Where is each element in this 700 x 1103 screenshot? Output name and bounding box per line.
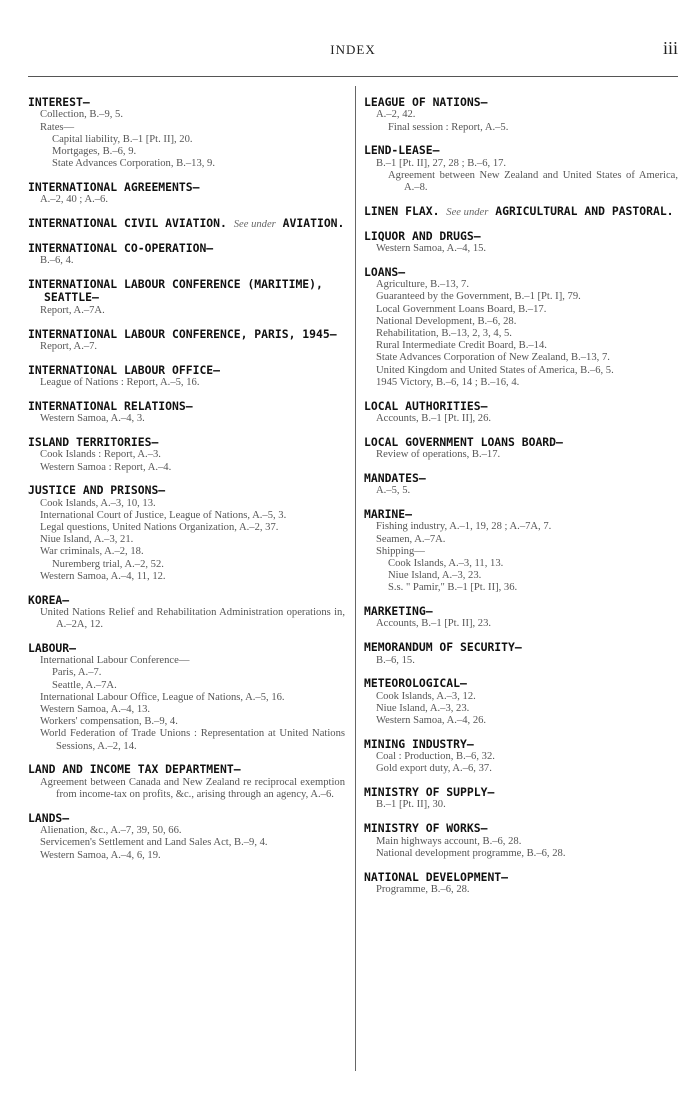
index-heading — [364, 677, 678, 690]
index-subentry: Review of operations, B.–17. — [376, 449, 501, 461]
right-column — [364, 96, 678, 907]
index-subentry: Workers' compensation, B.–9, 4. — [40, 716, 178, 728]
index-subentry: Agreement between New Zealand and United States of America, A.–8. — [388, 169, 678, 194]
index-heading — [364, 266, 678, 279]
heading-text: INTERNATIONAL LABOUR OFFICE— — [28, 362, 221, 377]
index-subentry: International Court of Justice, League of Nations, A.–5, 3. — [40, 509, 287, 521]
index-heading — [28, 400, 345, 413]
heading-text: LINEN FLAX. — [364, 203, 440, 218]
index-subentry: Western Samoa, A.–4, 3. — [40, 413, 145, 425]
index-heading — [364, 641, 678, 654]
left-column — [28, 96, 345, 872]
heading-text: ISLAND TERRITORIES— — [28, 434, 159, 449]
index-heading — [364, 144, 678, 157]
heading-text: INTERNATIONAL CIVIL AVIATION. — [28, 216, 227, 231]
index-subentry: Mortgages, B.–6, 9. — [52, 146, 137, 158]
heading-text: METEOROLOGICAL— — [364, 676, 467, 691]
heading-text: MANDATES— — [364, 470, 426, 485]
index-subentry: League of Nations : Report, A.–5, 16. — [40, 377, 200, 389]
index-subentry: Cook Islands : Report, A.–3. — [40, 449, 161, 461]
see-target: AVIATION. — [282, 216, 345, 231]
index-subentry: Local Government Loans Board, B.–17. — [376, 303, 547, 315]
index-subentry: United Nations Relief and Rehabilitation Administration operations in, A.–2A, 12. — [40, 606, 345, 631]
heading-text: LOCAL AUTHORITIES— — [364, 398, 488, 413]
index-entry — [364, 786, 678, 812]
index-subentry: 1945 Victory, B.–6, 14 ; B.–16, 4. — [376, 376, 520, 388]
index-entry — [364, 205, 678, 219]
index-subentry: Nuremberg trial, A.–2, 52. — [52, 558, 164, 570]
index-entry — [28, 484, 345, 583]
index-heading — [28, 328, 345, 341]
heading-text: INTEREST— — [28, 95, 90, 109]
index-heading — [28, 642, 345, 655]
index-subentry: Western Samoa, A.–4, 15. — [376, 243, 487, 255]
index-entry — [28, 181, 345, 207]
index-entry — [28, 96, 345, 170]
index-subentry: Western Samoa, A.–4, 26. — [376, 715, 487, 727]
index-subentry: Shipping— — [376, 545, 425, 557]
heading-text: INTERNATIONAL LABOUR CONFERENCE, PARIS, 1945— — [28, 326, 337, 341]
heading-text: LOCAL GOVERNMENT LOANS BOARD— — [364, 434, 563, 449]
index-heading — [364, 871, 678, 884]
index-entry — [364, 472, 678, 498]
index-heading — [364, 205, 678, 219]
index-entry — [364, 738, 678, 776]
index-heading — [28, 217, 345, 231]
index-subentry: Western Samoa : Report, A.–4. — [40, 461, 172, 473]
index-subentry: B.–1 [Pt. II], 27, 28 ; B.–6, 17. — [376, 157, 507, 169]
index-entry — [364, 400, 678, 426]
index-subentry: Cook Islands, A.–3, 10, 13. — [40, 497, 156, 509]
heading-text: INTERNATIONAL LABOUR CONFERENCE (MARITIME), SEATTLE— — [28, 277, 323, 305]
heading-text: INTERNATIONAL RELATIONS— — [28, 398, 193, 413]
heading-text: LEAGUE OF NATIONS— — [364, 95, 488, 109]
index-heading — [28, 594, 345, 607]
index-subentry: Guaranteed by the Government, B.–1 [Pt. I], 79. — [376, 291, 581, 303]
index-entry — [28, 242, 345, 268]
index-entry — [28, 436, 345, 474]
index-entry — [364, 96, 678, 134]
index-heading — [28, 278, 345, 305]
index-subentry: Main highways account, B.–6, 28. — [376, 835, 522, 847]
index-subentry: Western Samoa, A.–4, 6, 19. — [40, 849, 161, 861]
index-entry — [364, 144, 678, 194]
index-entry — [28, 217, 345, 231]
page-title: INDEX — [330, 42, 376, 57]
index-subentry: State Advances Corporation of New Zealand, B.–13, 7. — [376, 352, 610, 364]
index-subentry: Gold export duty, A.–6, 37. — [376, 763, 492, 775]
heading-text: LAND AND INCOME TAX DEPARTMENT— — [28, 762, 241, 777]
page-number: iii — [662, 38, 678, 58]
index-subentry: Accounts, B.–1 [Pt. II], 23. — [376, 618, 492, 630]
index-subentry: Rates— — [40, 121, 75, 133]
index-subentry: Agreement between Canada and New Zealand re reciprocal exemption from income-tax on profits, &c., arising through an agency, A.–6. — [40, 776, 345, 800]
index-entry — [28, 278, 345, 317]
heading-text: LIQUOR AND DRUGS— — [364, 228, 481, 243]
index-heading — [28, 96, 345, 109]
heading-text: MINISTRY OF WORKS— — [364, 821, 488, 836]
index-subentry: Western Samoa, A.–4, 13. — [40, 704, 151, 716]
index-subentry: Rehabilitation, B.–13, 2, 3, 4, 5. — [376, 328, 512, 340]
heading-text: INTERNATIONAL CO-OPERATION— — [28, 240, 214, 255]
index-heading — [28, 763, 345, 776]
index-subentry: Accounts, B.–1 [Pt. II], 26. — [376, 412, 492, 424]
column-divider — [355, 86, 356, 1071]
index-entry — [364, 641, 678, 667]
index-heading — [364, 472, 678, 485]
index-heading — [364, 822, 678, 835]
index-subentry: Servicemen's Settlement and Land Sales Act, B.–9, 4. — [40, 837, 268, 849]
heading-text: LOANS— — [364, 264, 406, 279]
index-heading — [28, 484, 345, 497]
index-subentry: Alienation, &c., A.–7, 39, 50, 66. — [40, 825, 182, 837]
index-heading — [364, 508, 678, 521]
index-subentry: Fishing industry, A.–1, 19, 28 ; A.–7A, 7. — [376, 521, 552, 533]
index-subentry: Report, A.–7. — [40, 340, 98, 352]
index-entry — [364, 508, 678, 595]
index-subentry: National development programme, B.–6, 28. — [376, 847, 566, 859]
index-entry — [364, 871, 678, 897]
page-header — [28, 38, 678, 62]
index-heading — [364, 605, 678, 618]
index-entry — [28, 400, 345, 426]
heading-text: MINISTRY OF SUPPLY— — [364, 785, 495, 800]
index-entry — [28, 594, 345, 632]
index-subentry: B.–1 [Pt. II], 30. — [376, 799, 446, 811]
header-rule — [28, 76, 678, 77]
index-entry — [28, 763, 345, 801]
index-subentry: Legal questions, United Nations Organization, A.–2, 37. — [40, 522, 279, 534]
index-entry — [364, 822, 678, 860]
index-entry — [364, 436, 678, 462]
index-subentry: A.–5, 5. — [376, 485, 411, 497]
index-entry — [364, 230, 678, 256]
index-subentry: Niue Island, A.–3, 23. — [376, 702, 470, 714]
index-heading — [28, 364, 345, 377]
index-entry — [28, 642, 345, 753]
index-subentry: World Federation of Trade Unions : Representation at United Nations Sessions, A.–2, 14. — [40, 728, 345, 752]
heading-text: NATIONAL DEVELOPMENT— — [364, 869, 509, 884]
heading-text: MEMORANDUM OF SECURITY— — [364, 640, 522, 655]
heading-text: MARINE— — [364, 506, 413, 521]
see-under-reference: See under — [446, 206, 489, 218]
index-heading — [364, 230, 678, 243]
index-subentry: National Development, B.–6, 28. — [376, 315, 517, 327]
heading-text: LABOUR— — [28, 640, 77, 655]
index-subentry: Coal : Production, B.–6, 32. — [376, 751, 495, 763]
index-subentry: A.–2, 42. — [376, 109, 416, 121]
index-subentry: State Advances Corporation, B.–13, 9. — [52, 158, 216, 170]
see-target: AGRICULTURAL AND PASTORAL. — [495, 203, 674, 218]
heading-text: KOREA— — [28, 592, 70, 607]
index-subentry: Rural Intermediate Credit Board, B.–14. — [376, 340, 547, 352]
heading-text: LEND-LEASE— — [364, 143, 440, 158]
index-subentry: Seamen, A.–7A. — [376, 533, 446, 545]
index-heading — [28, 436, 345, 449]
heading-text: INTERNATIONAL AGREEMENTS— — [28, 179, 200, 194]
index-heading — [364, 400, 678, 413]
index-entry — [28, 812, 345, 862]
index-entry — [364, 677, 678, 727]
index-subentry: Cook Islands, A.–3, 12. — [376, 690, 476, 702]
index-subentry: S.s. " Pamir," B.–1 [Pt. II], 36. — [388, 582, 518, 594]
index-entry — [28, 328, 345, 354]
heading-text: MARKETING— — [364, 604, 433, 619]
index-subentry: Programme, B.–6, 28. — [376, 883, 470, 895]
index-subentry: A.–2, 40 ; A.–6. — [40, 194, 108, 206]
index-subentry: United Kingdom and United States of America, B.–6, 5. — [376, 364, 614, 376]
see-under-reference: See under — [233, 219, 276, 231]
index-subentry: International Labour Office, League of Nations, A.–5, 16. — [40, 691, 285, 703]
heading-text: JUSTICE AND PRISONS— — [28, 483, 166, 498]
index-entry — [364, 605, 678, 631]
index-subentry: Western Samoa, A.–4, 11, 12. — [40, 570, 166, 582]
index-heading — [28, 812, 345, 825]
index-heading — [28, 242, 345, 255]
index-subentry: Niue Island, A.–3, 21. — [40, 534, 134, 546]
index-subentry: Final session : Report, A.–5. — [388, 121, 509, 133]
index-heading — [364, 786, 678, 799]
index-heading — [364, 436, 678, 449]
heading-text: LANDS— — [28, 810, 70, 825]
index-subentry: Report, A.–7A. — [40, 304, 105, 316]
index-subentry: War criminals, A.–2, 18. — [40, 546, 144, 558]
index-subentry: Seattle, A.–7A. — [52, 679, 117, 691]
index-heading — [28, 181, 345, 194]
heading-text: MINING INDUSTRY— — [364, 736, 474, 751]
index-subentry: Paris, A.–7. — [52, 667, 102, 679]
index-subentry: B.–6, 4. — [40, 255, 74, 267]
index-subentry: Agriculture, B.–13, 7. — [376, 279, 469, 291]
index-heading — [364, 738, 678, 751]
index-subentry: Cook Islands, A.–3, 11, 13. — [388, 557, 504, 569]
index-subentry: Niue Island, A.–3, 23. — [388, 570, 482, 582]
index-heading — [364, 96, 678, 109]
index-entry — [28, 364, 345, 390]
index-subentry: International Labour Conference— — [40, 655, 190, 667]
index-subentry: Capital liability, B.–1 [Pt. II], 20. — [52, 133, 193, 145]
index-subentry: B.–6, 15. — [376, 654, 415, 666]
index-entry — [364, 266, 678, 389]
index-subentry: Collection, B.–9, 5. — [40, 109, 123, 121]
